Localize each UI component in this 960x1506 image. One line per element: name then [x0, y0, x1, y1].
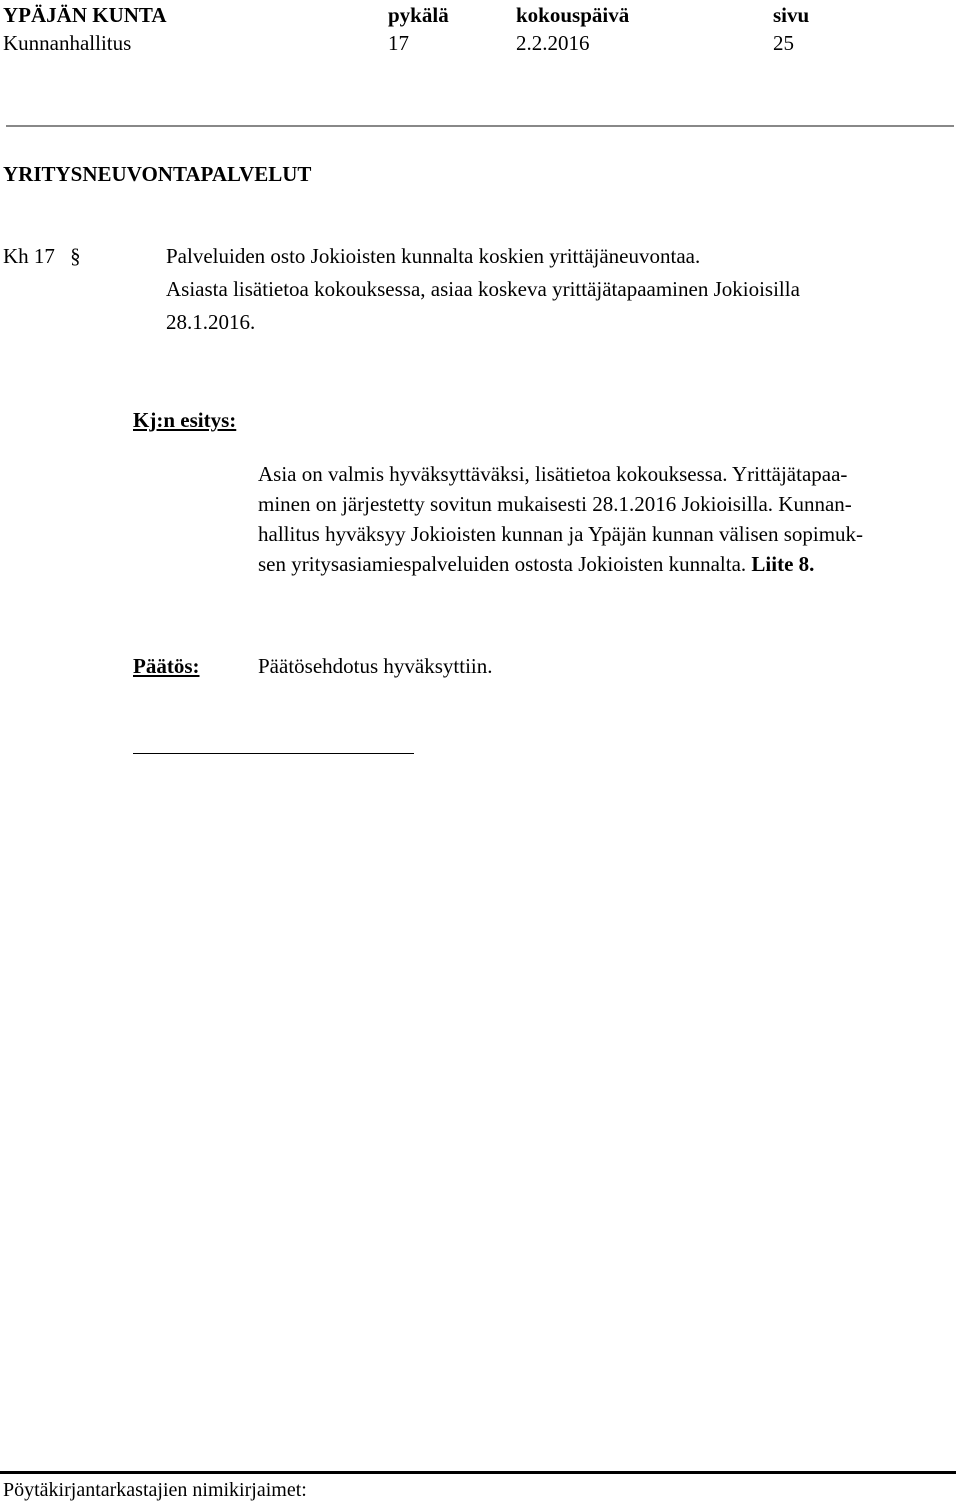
page-label: sivu — [773, 3, 810, 27]
item-code-text: Kh 17 — [3, 244, 55, 268]
proposal-last-line — [258, 549, 898, 579]
document-title: YRITYSNEUVONTAPALVELUT — [3, 162, 312, 186]
attachment-reference: Liite 8. — [751, 552, 815, 576]
intro-line: Palveluiden osto Jokioisten kunnalta koskien yrittäjäneuvontaa. — [166, 244, 701, 268]
header-divider — [6, 125, 954, 127]
page-number: 25 — [773, 31, 794, 55]
proposal-line: minen on järjestetty sovitun mukaisesti 28.1.2016 Jokioisilla. Kunnan- — [258, 492, 852, 516]
intro-line: Asiasta lisätietoa kokouksessa, asiaa koskeva yrittäjätapaaminen Jokioisilla — [166, 277, 800, 301]
section-label: pykälä — [388, 3, 449, 27]
intro-line: 28.1.2016. — [166, 310, 256, 334]
decision-label: Päätös: — [133, 654, 200, 678]
footer-divider — [0, 1471, 956, 1474]
proposal-text — [258, 459, 898, 579]
item-code — [3, 240, 81, 273]
item-intro — [166, 240, 800, 339]
governing-body: Kunnanhallitus — [3, 31, 132, 55]
meeting-date-label: kokouspäivä — [516, 3, 630, 27]
proposal-line: Asia on valmis hyväksyttäväksi, lisätietoa kokouksessa. Yrittäjätapaa- — [258, 462, 848, 486]
footer-initials-label: Pöytäkirjantarkastajien nimikirjaimet: — [3, 1479, 307, 1501]
section-number: 17 — [388, 31, 409, 55]
proposal-line: hallitus hyväksyy Jokioisten kunnan ja Ypäjän kunnan välisen sopimuk- — [258, 522, 864, 546]
proposal-label: Kj:n esitys: — [133, 408, 237, 432]
section-symbol: § — [70, 244, 81, 268]
meeting-date: 2.2.2016 — [516, 31, 590, 55]
proposal-line: sen yritysasiamiespalveluiden ostosta Jokioisten kunnalta. — [258, 552, 747, 576]
signature-line — [133, 753, 414, 754]
municipality-name: YPÄJÄN KUNTA — [3, 3, 167, 27]
decision-text: Päätösehdotus hyväksyttiin. — [258, 654, 493, 678]
